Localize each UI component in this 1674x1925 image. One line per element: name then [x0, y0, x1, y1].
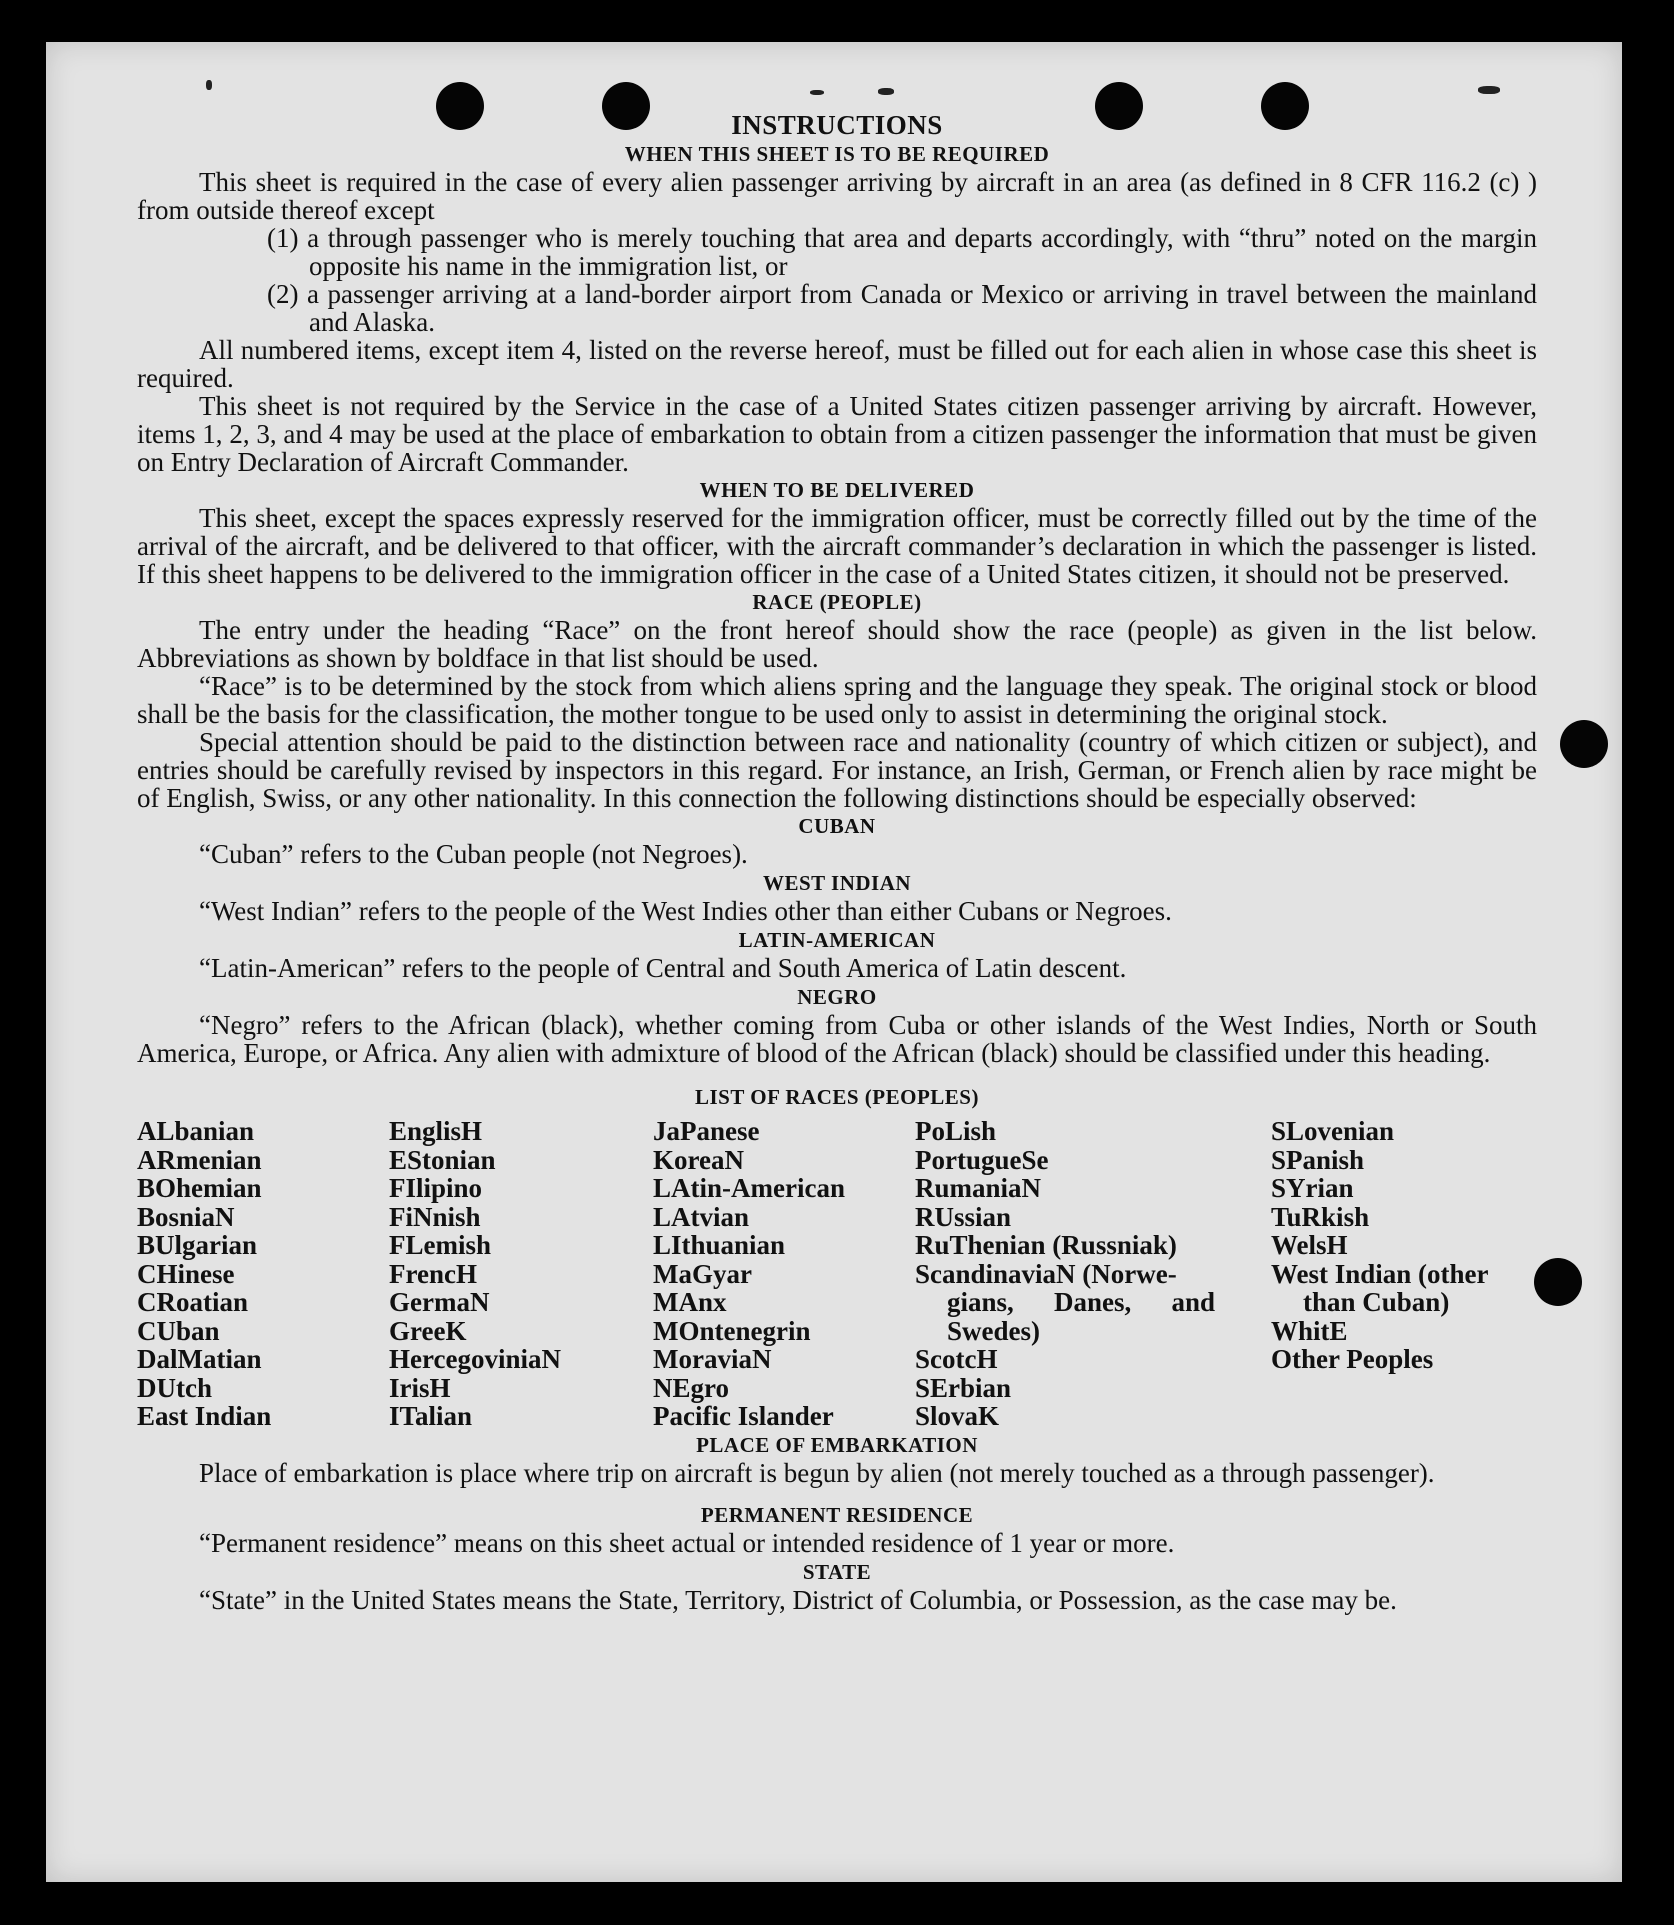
definition-negro: “Negro” refers to the African (black), whether coming from Cuba or other islands of the West Indies, North or South America, Europe, or Africa. Any alien with admixture of blood of the African (black) should be classified under this heading.	[137, 1010, 1537, 1068]
race-entry: TuRkish	[1271, 1201, 1370, 1232]
race-entry: FLemish	[389, 1230, 492, 1260]
race-entry: ScotcH	[915, 1344, 998, 1374]
races-column-1	[137, 1117, 389, 1431]
race-entry-continuation: than Cuban)	[1303, 1287, 1450, 1317]
paragraph: This sheet, except the spaces expressly reserved for the immigration officer, must be correctly filled out by the time of the arrival of the aircraft, and be delivered to that officer, with the aircraft commander’s declaration in which the passenger is listed. If this sheet happens to be delivered to the immigration officer in the case of a United States citizen, it should not be preserved.	[137, 503, 1537, 589]
race-entry: SlovaK	[915, 1401, 1000, 1431]
heading-latin-american: LATIN-AMERICAN	[738, 928, 936, 952]
heading-west-indian: WEST INDIAN	[762, 871, 912, 895]
race-entry: FrencH	[389, 1258, 477, 1289]
heading-place-of-embarkation: PLACE OF EMBARKATION	[696, 1432, 978, 1457]
section-heading-required: WHEN THIS SHEET IS TO BE REQUIRED	[624, 142, 1050, 166]
section-heading-race: RACE (PEOPLE)	[752, 590, 922, 614]
race-entry: ALbanian	[137, 1116, 255, 1146]
race-entry: DUtch	[137, 1372, 212, 1403]
race-entry: Other Peoples	[1271, 1344, 1434, 1374]
race-entry: LIthuanian	[653, 1230, 786, 1260]
instructions-body	[137, 110, 1537, 1614]
races-column-5	[1271, 1117, 1537, 1431]
races-table	[137, 1117, 1537, 1431]
race-entry: FiNnish	[389, 1201, 481, 1232]
race-entry: East Indian	[137, 1401, 272, 1431]
punch-hole	[1534, 1258, 1582, 1306]
heading-state: STATE	[802, 1559, 872, 1584]
race-entry: LAtvian	[653, 1201, 750, 1232]
punch-hole	[1560, 720, 1608, 768]
race-entry: WhitE	[1271, 1315, 1348, 1346]
paragraph: Special attention should be paid to the distinction between race and nationality (country of which citizen or subject), and entries should be carefully revised by inspectors in this regard. For instance, an Irish, German, or French alien by race might be of English, Swiss, or any other nationality. In this connection the following distinctions should be especially observed:	[137, 727, 1537, 813]
race-entry: SErbian	[915, 1372, 1012, 1403]
heading-list-of-races: LIST OF RACES (PEOPLES)	[695, 1085, 979, 1109]
definition-state: “State” in the United States means the State, Territory, District of Columbia, or Possession, as the case may be.	[199, 1584, 1397, 1615]
page-title: INSTRUCTIONS	[731, 110, 943, 140]
race-entry: GermaN	[389, 1287, 490, 1317]
race-entry: SLovenian	[1271, 1116, 1395, 1146]
paragraph: The entry under the heading “Race” on the front hereof should show the race (people) as given in the list below. Abbreviations as shown by boldface in that list should be used.	[137, 615, 1537, 673]
heading-negro: NEGRO	[797, 985, 877, 1009]
race-entry: West Indian (other	[1271, 1258, 1489, 1289]
race-entry: SPanish	[1271, 1144, 1365, 1175]
races-column-4	[915, 1117, 1215, 1431]
race-entry: ITalian	[389, 1401, 473, 1431]
race-entry: WelsH	[1271, 1230, 1348, 1260]
race-entry: KoreaN	[653, 1144, 744, 1175]
race-entry-continuation: Swedes)	[947, 1315, 1040, 1346]
ink-speck	[810, 90, 824, 95]
race-entry: MAnx	[653, 1287, 727, 1317]
race-entry: MOntenegrin	[653, 1315, 811, 1346]
definition-cuban: “Cuban” refers to the Cuban people (not Negroes).	[199, 839, 748, 869]
definition-embarkation: Place of embarkation is place where trip on aircraft is begun by alien (not merely touched as a through passenger).	[199, 1457, 1435, 1488]
races-column-2	[389, 1117, 653, 1431]
race-entry: FIlipino	[389, 1173, 483, 1203]
race-entry: MaGyar	[653, 1258, 752, 1289]
paragraph: All numbered items, except item 4, listed on the reverse hereof, must be filled out for each alien in whose case this sheet is required.	[137, 335, 1537, 393]
race-entry: JaPanese	[653, 1116, 760, 1146]
race-entry: HercegoviniaN	[389, 1344, 561, 1374]
race-entry: RUssian	[915, 1201, 1012, 1232]
ink-speck	[206, 80, 212, 90]
race-entry: BUlgarian	[137, 1230, 258, 1260]
race-entry: IrisH	[389, 1372, 451, 1403]
ink-speck	[878, 88, 894, 95]
race-entry: BOhemian	[137, 1173, 262, 1203]
races-column-3	[653, 1117, 915, 1431]
race-entry: NEgro	[653, 1372, 730, 1403]
exception-item-2: (2) a passenger arriving at a land-border airport from Canada or Mexico or arriving in travel between the mainland and Alaska.	[267, 279, 1537, 337]
race-entry-continuation: gians, Danes, and	[947, 1287, 1215, 1317]
race-entry: CUban	[137, 1315, 220, 1346]
paragraph: “Race” is to be determined by the stock from which aliens spring and the language they speak. The original stock or blood shall be the basis for the classification, the mother tongue to be used only to assist in determining the original stock.	[137, 671, 1537, 729]
heading-cuban: CUBAN	[798, 814, 876, 838]
race-entry: CRoatian	[137, 1287, 249, 1317]
race-entry: ScandinaviaN (Norwe-	[915, 1258, 1177, 1289]
race-entry: EnglisH	[389, 1116, 483, 1146]
definition-latin-american: “Latin-American” refers to the people of Central and South America of Latin descent.	[199, 953, 1127, 983]
section-heading-delivered: WHEN TO BE DELIVERED	[699, 478, 975, 502]
race-entry: EStonian	[389, 1144, 496, 1175]
exception-item-1: (1) a through passenger who is merely touching that area and departs accordingly, with “thru” noted on the margin opposite his name in the immigration list, or	[267, 223, 1537, 281]
race-entry: PortugueSe	[915, 1144, 1049, 1175]
race-entry: RuThenian (Russniak)	[915, 1230, 1177, 1260]
race-entry: ARmenian	[137, 1144, 262, 1175]
race-entry: SYrian	[1271, 1173, 1354, 1203]
race-entry: GreeK	[389, 1315, 467, 1346]
race-entry: CHinese	[137, 1258, 235, 1289]
race-entry: PoLish	[915, 1116, 997, 1146]
race-entry: LAtin-American	[653, 1173, 845, 1203]
definition-west-indian: “West Indian” refers to the people of the West Indies other than either Cubans or Negroes.	[199, 896, 1172, 926]
race-entry: RumaniaN	[915, 1173, 1042, 1203]
paragraph: This sheet is not required by the Service in the case of a United States citizen passenger arriving by aircraft. However, items 1, 2, 3, and 4 may be used at the place of embarkation to obtain from a citizen passenger the information that must be given on Entry Declaration of Aircraft Commander.	[137, 391, 1537, 477]
heading-permanent-residence: PERMANENT RESIDENCE	[700, 1502, 974, 1527]
definition-permanent-residence: “Permanent residence” means on this sheet actual or intended residence of 1 year or more.	[199, 1527, 1175, 1558]
race-entry: BosniaN	[137, 1201, 235, 1232]
race-entry: DalMatian	[137, 1344, 262, 1374]
paragraph: This sheet is required in the case of every alien passenger arriving by aircraft in an area (as defined in 8 CFR 116.2 (c) ) from outside thereof except	[137, 167, 1537, 225]
ink-speck	[1478, 86, 1500, 94]
race-entry: MoraviaN	[653, 1344, 772, 1374]
race-entry: Pacific Islander	[653, 1401, 834, 1431]
